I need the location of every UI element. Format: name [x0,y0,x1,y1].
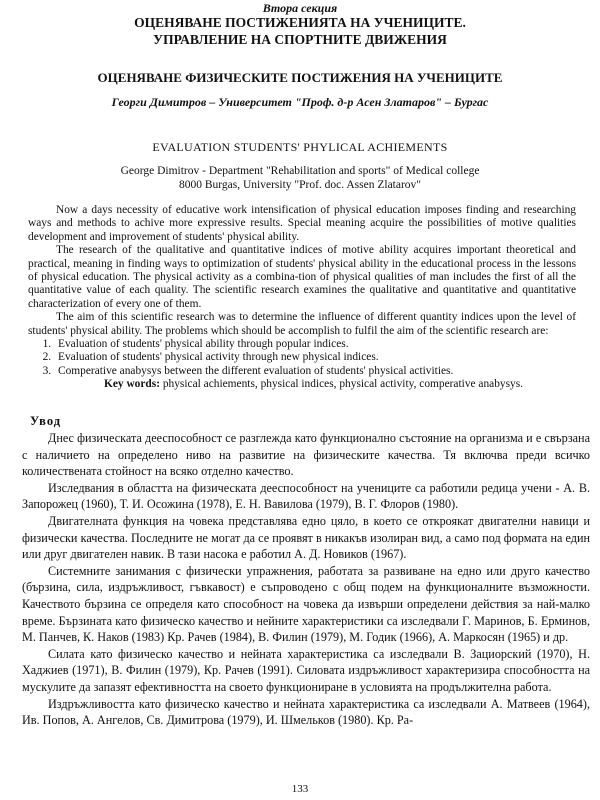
abstract-task-list [28,338,576,378]
intro-body [22,430,590,729]
affiliation-line-2: 8000 Burgas, University "Prof. doc. Assen Zlatarov" [178,179,422,191]
page-number: 133 [291,783,309,795]
affiliation-line-1: George Dimitrov - Department "Rehabilitation and sports" of Medical college [120,165,480,177]
intro-paragraph: Двигателната функция на човека представлява едно цяло, в което се откроякат двигателни навици и физически качества. Последните не могат да се проявят в никакъв изолиран вид, а само под формата на един или друг двигателен навик. В тази насока е работил А. Д. Новиков (1967). [22,513,590,562]
paper-title-bulgarian: ОЦЕНЯВАНЕ ФИЗИЧЕСКИТЕ ПОСТИЖЕНИЯ НА УЧЕНИЦИТЕ [97,70,503,85]
abstract-task-item: 3. Comperative anabysys between the different evaluation of students' physical activities. [54,365,576,378]
intro-paragraph: Издръжливостта като физическо качество и нейната характеристика са изследвали А. Матвеев (1964), Ив. Попов, А. Ангелов, Св. Димитрова (1979), И. Шмельков (1980). Кр. Ра- [22,696,590,728]
abstract-paragraph-3: The aim of this scientific research was to determine the influence of different quantity indices upon the level of students' physical ability. The problems which should be accomplish to fulfil the aim of the scientific research are: [28,311,576,337]
keywords-label: Key words: [104,378,160,391]
keywords [28,378,576,391]
abstract-paragraph-2: The research of the qualitative and quantitative indices of motive ability acquires important theoretical and practical, meaning in finding ways to optimization of students' physical ability in the educational process in the lessons of physical education. The physical activity as a combina-tion of physical qualities of man includes the first of all the quantitative value of each quality. The scientific research examines the qualitative and quantitative and quantitative characterization of every one of them. [28,244,576,310]
paper-title-english: EVALUATION STUDENTS' PHYLICAL ACHIEMENTS [152,140,448,154]
author-affiliation-english [0,164,600,192]
section-title [0,14,600,48]
section-label: Втора секция [262,1,338,15]
intro-paragraph: Изследвания в областта на физическата дееспособност на учениците са работили редица учени - А. В. Запорожец (1960), Т. И. Осожина (1978), Е. Н. Вавилова (1979), В. Г. Флоров (1980). [22,480,590,512]
abstract-task-item: 1. Evaluation of students' physical ability through popular indices. [54,338,576,351]
abstract-paragraph-1: Now a days necessity of educative work intensification of physical education imposes finding and researching ways and methods to achive more expressive results. Special meaning acquire the possibilities of motive qualities development and improvement of students' physical ability. [28,204,576,243]
abstract [28,204,576,392]
author-line-bulgarian: Георги Димитров – Университет "Проф. д-р Асен Златаров" – Бургас [111,95,489,109]
keywords-text: physical achiements, physical indices, physical activity, comperative anabysys. [160,378,524,391]
abstract-task-item: 2. Evaluation of students' physical activity through new physical indices. [54,351,576,364]
intro-heading: Увод [30,414,62,428]
intro-paragraph: Системните занимания с физически упражнения, работата за развиване на едно или друго качество (бързина, сила, издръжливост, гъвкавост) е съпроводено с общ подем на функционалните възможности. Качеството бързина се определя като способност на човека да извърши определени действия за най-малко време. Бързината като физическо качество и нейните характеристики са изследвали Г. Маринов, Б. Ерминов, М. Панчев, К. Наков (1983) Кр. Рачев (1984), В. Филин (1979), М. Годик (1966), А. Маркосян (1965) и др. [22,563,590,645]
intro-paragraph: Днес физическата дееспособност се разглежда като функционално състояние на организма и е свързана с наличието на определено ниво на развитие на физическите качества. Тя включва преди всичко количествената стойност на всяко отделно качество. [22,431,590,479]
section-title-line-2: УПРАВЛЕНИЕ НА СПОРТНИТЕ ДВИЖЕНИЯ [153,32,447,47]
section-title-line-1: ОЦЕНЯВАНЕ ПОСТИЖЕНИЯТА НА УЧЕНИЦИТЕ. [134,15,466,30]
intro-paragraph: Силата като физическо качество и нейната характеристика са изследвали В. Зациорский (1970), Н. Хаджиев (1971), В. Филин (1979), Кр. Рачев (1991). Силовата издръжливост характеризира способността на мускулите да запазят ефективността на своето функциониране в условията на продължителна работа. [22,646,590,694]
